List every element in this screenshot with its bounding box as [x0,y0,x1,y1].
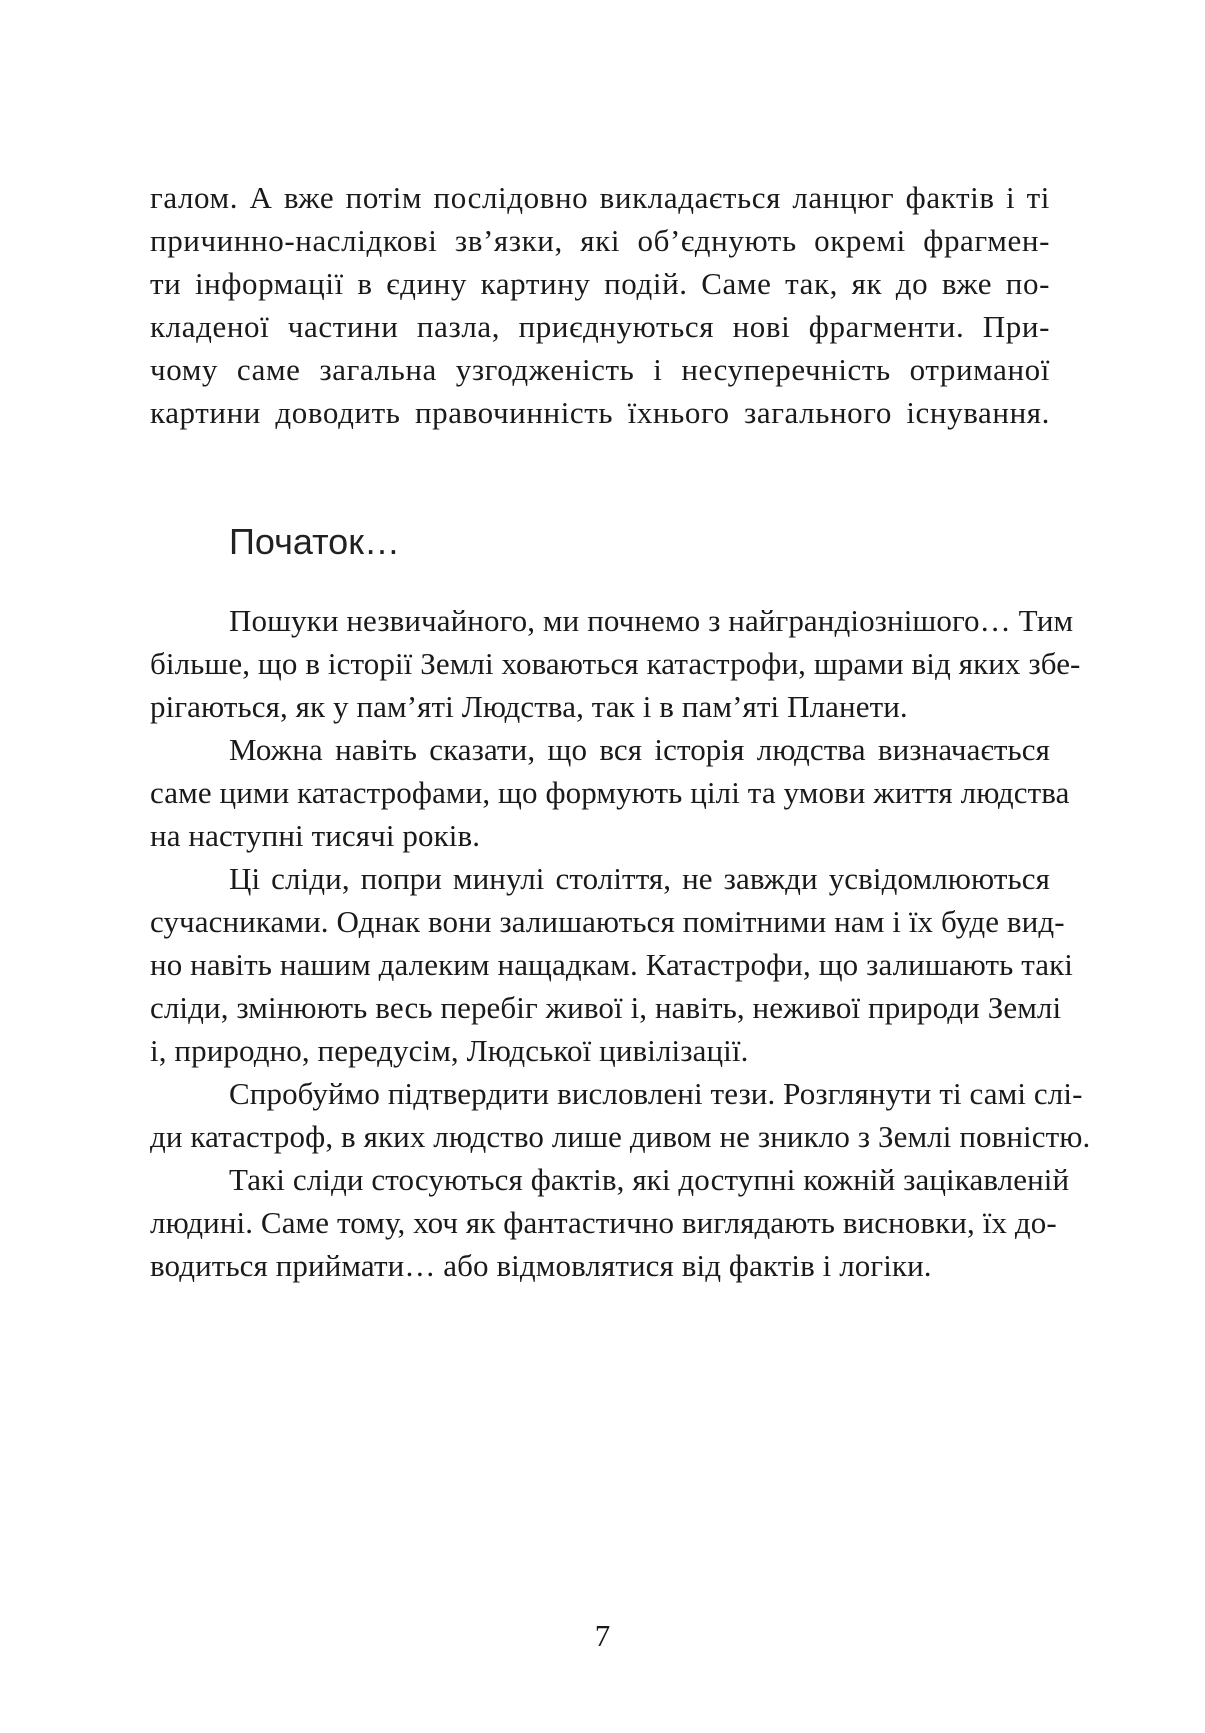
body-line-13: ди катастроф, в яких людство лише дивом не зникло з Землі повністю. [150,1119,1091,1154]
body-line-7: Ці сліди, попри минулі століття, не завжди усвідомлюються [229,861,1050,896]
intro-line-4: кладеної частини пазла, приєднуються нові фрагменти. При- [150,309,1050,344]
intro-line-6: картини доводить правочинність їхнього загального існування. [150,395,1050,430]
body-line-16: водиться приймати… або відмовлятися від фактів і логіки. [150,1248,932,1283]
body-line-4: Можна навіть сказати, що вся історія людства визначається [229,732,1050,767]
body-line-5: саме цими катастрофами, що формують цілі та умови життя людства [150,775,1070,810]
body-line-1: Пошуки незвичайного, ми почнемо з найграндіознішого… Тим [229,603,1074,638]
intro-line-5: чому саме загальна узгодженість і несуперечність отриманої [150,352,1050,387]
body-line-12: Спробуймо підтвердити висловлені тези. Розглянути ті самі слі- [229,1076,1083,1111]
body-line-8: сучасниками. Однак вони залишаються помітними нам і їх буде вид- [150,904,1065,939]
body-line-14: Такі сліди стосуються фактів, які доступні кожній зацікавленій [229,1162,1070,1197]
body-line-6: на наступні тисячі років. [150,818,481,853]
body-line-3: рігаються, як у пам’яті Людства, так і в пам’яті Планети. [150,689,908,724]
section-heading: Початок… [229,521,400,562]
body-line-15: людині. Саме тому, хоч як фантастично виглядають висновки, їх до- [150,1205,1057,1240]
intro-line-1: галом. А вже потім послідовно викладається ланцюг фактів і ті [150,180,1050,215]
page-number: 7 [594,1618,611,1653]
body-line-10: сліди, змінюють весь перебіг живої і, навіть, неживої природи Землі [150,990,1062,1025]
intro-line-2: причинно-наслідкові зв’язки, які об’єднують окремі фрагмен- [150,223,1050,258]
body-line-9: но навіть нашим далеким нащадкам. Катастрофи, що залишають такі [150,947,1074,982]
intro-line-3: ти інформації в єдину картину подій. Саме так, як до вже по- [150,266,1050,301]
body-line-2: більше, що в історії Землі ховаються катастрофи, шрами від яких збе- [150,646,1081,681]
body-line-11: і, природно, передусім, Людської цивілізації. [150,1033,749,1068]
